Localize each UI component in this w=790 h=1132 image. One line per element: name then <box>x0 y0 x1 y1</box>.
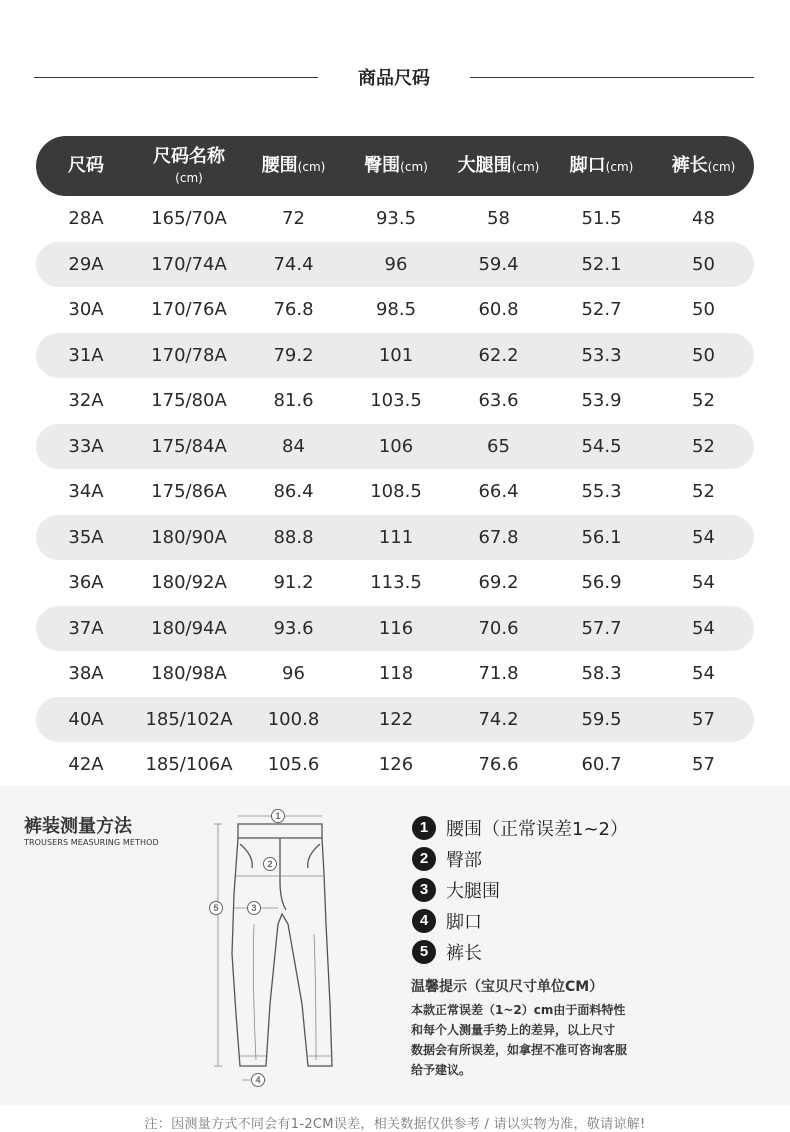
table-cell: 58 <box>487 208 510 230</box>
table-cell: 58.3 <box>581 663 622 685</box>
table-cell: 50 <box>692 299 715 321</box>
svg-text:4: 4 <box>255 1075 261 1086</box>
table-cell: 180/90A <box>151 526 227 548</box>
header-size: 尺码 <box>68 155 104 177</box>
table-cell: 57 <box>692 708 715 730</box>
legend-label: 臀部 <box>446 849 482 871</box>
svg-text:5: 5 <box>213 903 219 914</box>
tip-line: 和每个人测量手势上的差异，以上尺寸 <box>411 1023 616 1037</box>
table-cell: 170/76A <box>151 299 227 321</box>
header-size-name: 尺码名称 (cm) <box>153 145 225 186</box>
table-cell: 76.8 <box>273 299 314 321</box>
table-cell: 60.7 <box>581 754 622 776</box>
table-cell: 88.8 <box>273 526 314 548</box>
legend-item-hip <box>412 843 628 874</box>
table-cell: 96 <box>384 253 408 275</box>
table-cell: 108.5 <box>370 481 422 503</box>
table-cell: 59.4 <box>478 253 519 275</box>
tip-line: 本款正常误差（1~2）cm由于面料特性 <box>411 1003 626 1017</box>
table-cell: 93.6 <box>273 617 314 639</box>
legend-item-hem <box>412 905 628 936</box>
table-cell: 52 <box>692 481 715 503</box>
table-cell: 52.7 <box>581 299 622 321</box>
table-cell: 101 <box>378 344 414 366</box>
table-cell: 54.5 <box>581 435 622 457</box>
table-cell: 54 <box>692 663 715 685</box>
table-row <box>36 196 754 242</box>
tip-line: 给予建议。 <box>411 1063 472 1077</box>
table-row <box>36 651 754 697</box>
table-cell: 180/94A <box>151 617 227 639</box>
table-cell: 122 <box>378 708 414 730</box>
table-cell: 63.6 <box>478 390 519 412</box>
table-cell: 52.1 <box>581 253 622 275</box>
section-title: 商品尺码 <box>358 68 430 89</box>
table-cell: 170/74A <box>151 253 227 275</box>
table-cell: 96 <box>282 663 305 685</box>
table-cell: 126 <box>378 754 414 776</box>
table-cell: 185/106A <box>145 754 233 776</box>
table-cell: 84 <box>282 435 305 457</box>
table-cell: 50 <box>692 253 715 275</box>
table-cell: 180/92A <box>151 572 227 594</box>
table-cell: 170/78A <box>151 344 227 366</box>
table-cell: 79.2 <box>273 344 314 366</box>
table-cell: 59.5 <box>581 708 622 730</box>
table-cell: 34A <box>68 481 104 503</box>
tip-title: 温馨提示（宝贝尺寸单位CM） <box>411 979 604 995</box>
table-cell: 69.2 <box>478 572 519 594</box>
table-cell: 74.2 <box>478 708 519 730</box>
svg-text:2: 2 <box>267 859 273 870</box>
table-cell: 71.8 <box>478 663 519 685</box>
section-header <box>0 60 790 96</box>
table-cell: 57 <box>692 754 715 776</box>
table-cell: 54 <box>692 526 715 548</box>
table-cell: 72 <box>282 208 305 230</box>
table-cell: 67.8 <box>478 526 519 548</box>
table-cell: 103.5 <box>370 390 422 412</box>
table-cell: 60.8 <box>478 299 519 321</box>
marker-3-icon <box>248 902 261 915</box>
header-length: 裤长(cm) <box>671 155 736 177</box>
header-waist: 腰围(cm) <box>261 155 326 177</box>
table-cell: 32A <box>68 390 104 412</box>
table-cell: 62.2 <box>478 344 519 366</box>
legend-label: 裤长 <box>446 942 482 964</box>
footer-note: 注：因测量方式不同会有1-2CM误差，相关数据仅供参考 / 请以实物为准，敬请谅解! <box>144 1117 646 1132</box>
table-cell: 98.5 <box>375 299 417 321</box>
marker-1-icon <box>272 810 285 823</box>
table-row <box>36 560 754 606</box>
trousers-diagram <box>204 804 344 1096</box>
legend-label: 脚口 <box>446 911 482 933</box>
measure-legend <box>412 812 628 967</box>
table-cell: 37A <box>68 617 104 639</box>
table-cell: 118 <box>378 663 414 685</box>
table-row <box>36 333 754 379</box>
number-4-icon: 4 <box>412 909 436 933</box>
legend-item-length <box>412 936 628 967</box>
table-cell: 86.4 <box>273 481 314 503</box>
legend-label: 大腿围 <box>446 880 500 902</box>
table-cell: 175/80A <box>151 390 227 412</box>
number-2-icon: 2 <box>412 847 436 871</box>
number-5-icon: 5 <box>412 940 436 964</box>
divider-right <box>470 77 754 78</box>
table-cell: 106 <box>378 435 414 457</box>
table-cell: 30A <box>68 299 104 321</box>
table-cell: 185/102A <box>145 708 233 730</box>
table-cell: 111 <box>378 526 414 548</box>
tip-line: 数据会有所误差，如拿捏不准可咨询客服 <box>411 1043 628 1057</box>
table-row <box>36 378 754 424</box>
table-row <box>36 697 754 743</box>
table-cell: 56.9 <box>581 572 622 594</box>
table-cell: 175/84A <box>151 435 227 457</box>
table-cell: 116 <box>378 617 414 639</box>
table-cell: 74.4 <box>273 253 314 275</box>
table-cell: 165/70A <box>151 208 227 230</box>
table-cell: 51.5 <box>581 208 622 230</box>
table-cell: 54 <box>692 617 715 639</box>
table-row <box>36 242 754 288</box>
table-cell: 66.4 <box>478 481 519 503</box>
tip-box <box>411 976 671 1080</box>
table-cell: 76.6 <box>478 754 519 776</box>
number-1-icon: 1 <box>412 816 436 840</box>
table-cell: 65 <box>487 435 510 457</box>
measure-title: 裤装测量方法 <box>24 816 132 837</box>
table-cell: 70.6 <box>478 617 519 639</box>
table-cell: 48 <box>692 208 715 230</box>
number-3-icon: 3 <box>412 878 436 902</box>
marker-4-icon <box>252 1074 265 1087</box>
table-cell: 36A <box>68 572 104 594</box>
table-cell: 31A <box>68 344 104 366</box>
header-hem: 脚口(cm) <box>569 155 634 177</box>
table-cell: 81.6 <box>273 390 314 412</box>
table-cell: 175/86A <box>151 481 227 503</box>
table-row <box>36 515 754 561</box>
table-cell: 42A <box>68 754 104 776</box>
table-header <box>36 136 754 196</box>
legend-item-thigh <box>412 874 628 905</box>
table-row <box>36 287 754 333</box>
table-cell: 55.3 <box>581 481 622 503</box>
table-cell: 35A <box>68 526 104 548</box>
table-cell: 93.5 <box>375 208 417 230</box>
table-cell: 29A <box>68 253 104 275</box>
table-cell: 57.7 <box>581 617 622 639</box>
table-cell: 180/98A <box>151 663 227 685</box>
table-cell: 54 <box>692 572 715 594</box>
table-row <box>36 742 754 788</box>
table-cell: 105.6 <box>267 754 320 776</box>
table-cell: 40A <box>68 708 104 730</box>
table-row <box>36 424 754 470</box>
table-body <box>36 196 754 788</box>
measuring-panel <box>0 786 790 1106</box>
table-cell: 91.2 <box>273 572 314 594</box>
legend-item-waist <box>412 812 628 843</box>
marker-2-icon <box>264 858 277 871</box>
table-cell: 53.9 <box>581 390 622 412</box>
table-cell: 28A <box>68 208 104 230</box>
table-cell: 50 <box>692 344 715 366</box>
table-cell: 38A <box>68 663 104 685</box>
size-table <box>36 136 754 788</box>
table-cell: 100.8 <box>267 708 320 730</box>
header-thigh: 大腿围(cm) <box>457 155 540 177</box>
table-cell: 52 <box>692 435 715 457</box>
svg-text:1: 1 <box>275 811 281 822</box>
legend-label: 腰围（正常误差1~2） <box>446 818 628 840</box>
svg-text:3: 3 <box>251 903 257 914</box>
table-cell: 53.3 <box>581 344 622 366</box>
table-row <box>36 606 754 652</box>
table-row <box>36 469 754 515</box>
table-cell: 52 <box>692 390 715 412</box>
divider-left <box>34 77 318 78</box>
table-cell: 33A <box>68 435 104 457</box>
marker-5-icon <box>210 902 223 915</box>
measure-subtitle: TROUSERS MEASURING METHOD <box>24 838 159 847</box>
header-hip: 臀围(cm) <box>364 155 428 177</box>
table-cell: 113.5 <box>370 572 422 594</box>
table-cell: 56.1 <box>581 526 622 548</box>
